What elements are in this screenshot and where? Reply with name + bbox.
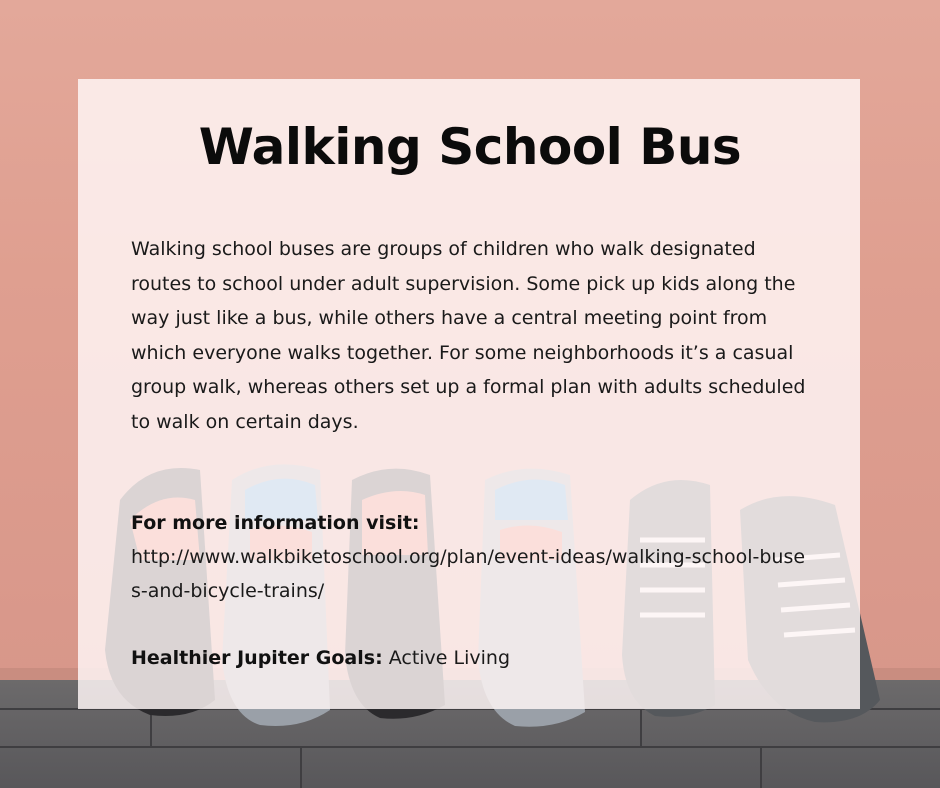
goals-value: Active Living — [388, 647, 511, 669]
description-text: Walking school buses are groups of children who walk designated routes to school under adult supervision. Some pick up kids along the way just like a bus, while others have a central meeting point from which everyone walks together. For some neighborhoods it’s a casual group walk, whereas others set up a formal plan with adults scheduled to walk on certain days. — [131, 238, 806, 433]
goals-label: Healthier Jupiter Goals: — [131, 647, 383, 669]
more-info-heading: For more information visit: — [131, 512, 420, 534]
page-title: Walking School Bus — [198, 118, 742, 176]
goals-line — [131, 641, 510, 675]
more-info-link[interactable]: http://www.walkbiketoschool.org/plan/event-ideas/walking-school-buses-and-bicycle-trains/ — [131, 546, 806, 602]
